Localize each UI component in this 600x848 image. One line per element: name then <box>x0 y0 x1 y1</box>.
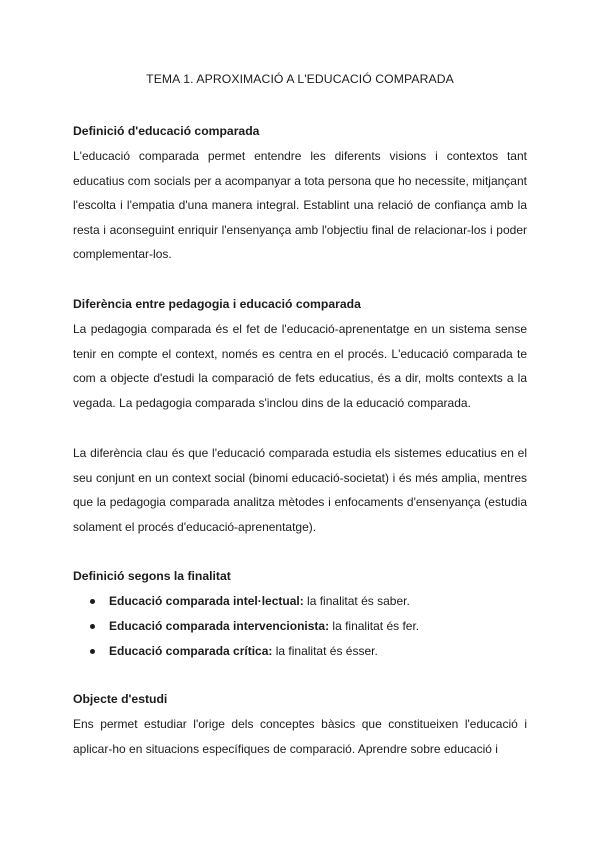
list-item <box>73 614 527 639</box>
paragraph-objecte: Ens permet estudiar l'orige dels conceptes bàsics que constitueixen l'educació i aplicar-ho en situacions específiques de comparació. Aprendre sobre educació i <box>73 717 527 756</box>
paragraph-diferencia-2: La diferència clau és que l'educació comparada estudia els sistemes educatius en el seu conjunt en un context social (binomi educació-societat) i és més amplia, mentres que la pedagogia comparada analitza mètodes i enfocaments d'ensenyança (estudia solament el procés d'educació-aprenentatge). <box>73 446 527 534</box>
bullet-icon <box>90 599 95 604</box>
section-heading-diferencia: Diferència entre pedagogia i educació comparada <box>73 297 361 311</box>
list-item-term: Educació comparada intel·lectual: <box>109 594 304 608</box>
list-item-text: la finalitat és ésser. <box>272 644 378 658</box>
list-item <box>73 639 527 664</box>
bullet-icon <box>90 624 95 629</box>
list-item-term: Educació comparada intervencionista: <box>109 619 330 633</box>
section-heading-objecte: Objecte d'estudi <box>73 692 168 706</box>
paragraph-definicio: L'educació comparada permet entendre les diferents visions i contextos tant educatius com socials per a acompanyar a tota persona que ho necessite, mitjançant l'escolta i l'empatia d'una manera integral. Establint una relació de confiança amb la resta i aconseguint enriquir l'ensenyança amb l'objectiu final de relacionar-los i poder complementar-los. <box>73 149 527 262</box>
page-title: TEMA 1. APROXIMACIÓ A L'EDUCACIÓ COMPARADA <box>146 72 454 86</box>
list-item-term: Educació comparada crítica: <box>109 644 273 658</box>
list-item-text: la finalitat és fer. <box>329 619 420 633</box>
bullet-icon <box>90 649 95 654</box>
section-heading-finalitat: Definició segons la finalitat <box>73 569 231 583</box>
finalitat-list <box>73 589 527 664</box>
list-item-text: la finalitat és saber. <box>303 594 410 608</box>
paragraph-diferencia-1: La pedagogia comparada és el fet de l'educació-aprenentatge en un sistema sense tenir en compte el context, només es centra en el procés. L'educació comparada te com a objecte d'estudi la comparació de fets educatius, és a dir, molts contexts a la vegada. La pedagogia comparada s'inclou dins de la educació comparada. <box>73 322 527 410</box>
list-item <box>73 589 527 614</box>
section-heading-definicio: Definició d'educació comparada <box>73 124 260 138</box>
